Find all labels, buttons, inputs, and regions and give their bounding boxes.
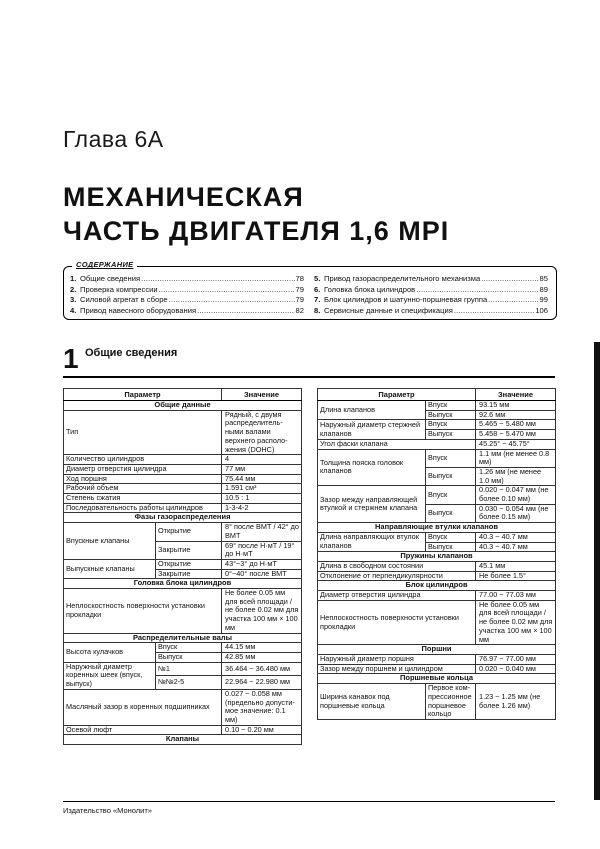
param-cell: Высота кулачков: [64, 643, 156, 662]
group-heading: Клапаны: [64, 735, 302, 745]
sub-param-cell: Выпуск: [426, 542, 476, 552]
group-row: [318, 674, 556, 684]
table-row: [64, 474, 302, 484]
value-cell: 10.5 : 1: [222, 494, 302, 504]
value-cell: 0.030 ~ 0.054 мм (не более 0.15 мм): [476, 504, 556, 522]
toc-column-left: [70, 274, 304, 316]
sub-param-cell: Выпуск: [426, 410, 476, 420]
value-cell: 0.027 ~ 0.058 мм (предельно допусти-мое значение: 0.1 мм): [222, 689, 302, 725]
group-row: [64, 735, 302, 745]
group-heading: Общие данные: [64, 401, 302, 411]
group-row: [64, 513, 302, 523]
group-row: [318, 645, 556, 655]
toc-item-text: Привод навесного оборудования: [80, 305, 197, 315]
toc-item-page: 89: [539, 284, 548, 294]
value-cell: Не более 1.5°: [476, 571, 556, 581]
section-number: 1: [63, 343, 79, 374]
sub-param-cell: Выпуск: [426, 430, 476, 440]
group-heading: Поршни: [318, 645, 556, 655]
table-row: [318, 664, 556, 674]
table-row: [318, 654, 556, 664]
toc-item-page: 99: [539, 295, 548, 304]
table-row: [64, 689, 302, 725]
toc-item-page: 78: [295, 274, 304, 283]
group-heading: Распределительные валы: [64, 633, 302, 643]
value-cell: 1.23 ~ 1.25 мм (не более 1.26 мм): [476, 684, 556, 720]
table-row: [64, 494, 302, 504]
param-cell: Тип: [64, 410, 222, 455]
param-cell: Степень сжатия: [64, 494, 222, 504]
toc-item-text: Сервисные данные и спецификация: [324, 305, 453, 315]
sub-param-cell: Выпуск: [426, 504, 476, 522]
toc-leader-dots: [481, 274, 538, 285]
value-cell: 45.1 мм: [476, 561, 556, 571]
toc-leader-dots: [159, 285, 295, 296]
footer-divider: [63, 801, 555, 802]
table-row: [64, 725, 302, 735]
table-row: [318, 401, 556, 411]
table-row: [64, 410, 302, 455]
value-cell: Рядный, с двумя распределитель-ными валами верхнего располо-жения (DOHC): [222, 410, 302, 455]
param-cell: Угол фаски клапана: [318, 439, 476, 449]
sub-param-cell: Впуск: [426, 486, 476, 504]
table-row: [318, 600, 556, 645]
toc-column-right: [314, 274, 548, 316]
value-cell: Не более 0.05 мм для всей площади / не более 0.02 мм для участка 100 мм × 100 мм: [222, 589, 302, 634]
param-cell: Ширина канавок под поршневые кольца: [318, 684, 426, 720]
table-row: [64, 559, 302, 569]
param-cell: Впускные клапаны: [64, 523, 156, 560]
table-row: [64, 523, 302, 541]
toc-item: [70, 274, 304, 285]
table-row: [64, 455, 302, 465]
toc-item-text: Головка блока цилиндров: [324, 284, 416, 294]
spec-table-right: [317, 388, 556, 720]
table-row: [64, 484, 302, 494]
table-row: [318, 439, 556, 449]
group-row: [318, 523, 556, 533]
toc-item-text: Блок цилиндров и шатунно-поршневая группа: [324, 295, 488, 304]
table-row: [64, 643, 302, 653]
param-cell: Неплоскостность поверхности установки прокладки: [64, 589, 222, 634]
toc-item-page: 79: [295, 284, 304, 294]
param-cell: Осевой люфт: [64, 725, 222, 735]
table-row: [64, 662, 302, 676]
sub-param-cell: Впуск: [426, 532, 476, 542]
toc-item-text: Силовой агрегат в сборе: [80, 295, 168, 304]
toc-item-text: Проверка компрессии: [80, 284, 158, 294]
toc-item: [314, 295, 548, 306]
section-title: Общие сведения: [85, 347, 178, 359]
column-header-param: Параметр: [64, 389, 222, 401]
spec-table-left: [63, 388, 302, 745]
param-cell: Наружный диаметр стержней клапанов: [318, 420, 426, 439]
value-cell: 0.020 ~ 0.040 мм: [476, 664, 556, 674]
param-cell: Диаметр отверстия цилиндра: [64, 464, 222, 474]
toc-leader-dots: [169, 295, 295, 306]
table-of-contents: [63, 260, 557, 320]
toc-item: [70, 285, 304, 296]
toc-leader-dots: [416, 285, 538, 296]
param-cell: Отклонение от перпендикулярности: [318, 571, 476, 581]
table-row: [318, 486, 556, 504]
toc-item-page: 79: [295, 295, 304, 304]
sub-param-cell: №№2-5: [156, 676, 222, 690]
table-row: [64, 464, 302, 474]
sub-param-cell: Закрытие: [156, 569, 222, 579]
group-row: [64, 401, 302, 411]
value-cell: 43°~3° до Н·мТ: [222, 559, 302, 569]
column-header-value: Значение: [222, 389, 302, 401]
sub-param-cell: Впуск: [156, 643, 222, 653]
param-cell: Неплоскостность поверхности установки прокладки: [318, 600, 476, 645]
toc-item-number: 1.: [70, 274, 77, 283]
sub-param-cell: Впуск: [426, 401, 476, 411]
value-cell: 92.6 мм: [476, 410, 556, 420]
table-row: [318, 571, 556, 581]
value-cell: 40.3 ~ 40.7 мм: [476, 532, 556, 542]
sub-param-cell: Выпуск: [156, 652, 222, 662]
value-cell: 8° после ВМТ / 42° до ВМТ: [222, 523, 302, 541]
sub-param-cell: Впуск: [426, 420, 476, 430]
section-divider: [63, 376, 555, 378]
table-row: [318, 532, 556, 542]
sub-param-cell: Открытие: [156, 559, 222, 569]
param-cell: Масляный зазор в коренных подшипниках: [64, 689, 222, 725]
table-row: [64, 589, 302, 634]
param-cell: Зазор между направляющей втулкой и стержнем клапана: [318, 486, 426, 523]
table-row: [318, 420, 556, 430]
value-cell: 5.458 ~ 5.470 мм: [476, 430, 556, 440]
page-title: [63, 180, 449, 248]
column-header-value: Значение: [476, 389, 556, 401]
value-cell: 75.44 мм: [222, 474, 302, 484]
toc-leader-dots: [141, 274, 294, 285]
value-cell: 0.020 ~ 0.047 мм (не более 0.10 мм): [476, 486, 556, 504]
param-cell: Количество цилиндров: [64, 455, 222, 465]
toc-item: [314, 306, 548, 317]
table-row: [318, 591, 556, 601]
value-cell: 0°~40° после ВМТ: [222, 569, 302, 579]
table-row: [64, 503, 302, 513]
sub-param-cell: Впуск: [426, 449, 476, 467]
sub-param-cell: Открытие: [156, 523, 222, 541]
param-cell: Ход поршня: [64, 474, 222, 484]
value-cell: 1.591 см³: [222, 484, 302, 494]
group-heading: Пружины клапанов: [318, 552, 556, 562]
param-cell: Длина клапанов: [318, 401, 426, 420]
param-cell: Диаметр отверстия цилиндра: [318, 591, 476, 601]
toc-item-number: 4.: [70, 305, 77, 315]
sub-param-cell: №1: [156, 662, 222, 676]
column-header-param: Параметр: [318, 389, 476, 401]
page-title-line-2: ЧАСТЬ ДВИГАТЕЛЯ 1,6 MPI: [63, 216, 450, 246]
value-cell: 45.25° ~ 45.75°: [476, 439, 556, 449]
param-cell: Последовательность работы цилиндров: [64, 503, 222, 513]
value-cell: 4: [222, 455, 302, 465]
toc-item: [314, 285, 548, 296]
value-cell: 93.15 мм: [476, 401, 556, 411]
sub-param-cell: Выпуск: [426, 467, 476, 485]
toc-item-number: 5.: [314, 274, 321, 283]
page-title-line-1: МЕХАНИЧЕСКАЯ: [63, 182, 304, 212]
toc-item-page: 82: [295, 305, 304, 315]
toc-item-text: Общие сведения: [80, 274, 141, 283]
group-row: [64, 633, 302, 643]
toc-leader-dots: [488, 295, 538, 306]
value-cell: 77 мм: [222, 464, 302, 474]
toc-item-number: 6.: [314, 284, 321, 294]
value-cell: 69° после Н·мТ / 19° до Н·мТ: [222, 541, 302, 559]
sidebar-accent-bar: [594, 342, 600, 800]
value-cell: 1.26 мм (не менее 1.0 мм): [476, 467, 556, 485]
table-row: [318, 684, 556, 720]
param-cell: Рабочий объем: [64, 484, 222, 494]
value-cell: 76.97 ~ 77.00 мм: [476, 654, 556, 664]
toc-item-page: 85: [539, 274, 548, 283]
value-cell: 40.3 ~ 40.7 мм: [476, 542, 556, 552]
table-row: [318, 561, 556, 571]
toc-leader-dots: [197, 306, 294, 317]
group-heading: Головка блока цилиндров: [64, 579, 302, 589]
group-heading: Направляющие втулки клапанов: [318, 523, 556, 533]
group-heading: Поршневые кольца: [318, 674, 556, 684]
chapter-label: Глава 6А: [63, 126, 164, 152]
param-cell: Наружный диаметр коренных шеек (впуск, выпуск): [64, 662, 156, 689]
value-cell: 22.964 ~ 22.980 мм: [222, 676, 302, 690]
publisher-footer: Издательство «Монолит»: [63, 806, 152, 815]
param-cell: Длина направляющих втулок клапанов: [318, 532, 426, 551]
param-cell: Наружный диаметр поршня: [318, 654, 476, 664]
value-cell: Не более 0.05 мм для всей площади / не более 0.02 мм для участка 100 мм × 100 мм: [476, 600, 556, 645]
sub-param-cell: Закрытие: [156, 541, 222, 559]
group-row: [64, 579, 302, 589]
group-row: [318, 581, 556, 591]
toc-item: [70, 295, 304, 306]
value-cell: 77.00 ~ 77.03 мм: [476, 591, 556, 601]
param-cell: Выпускные клапаны: [64, 559, 156, 578]
toc-item-number: 3.: [70, 295, 77, 304]
toc-item-text: Привод газораспределительного механизма: [324, 274, 481, 283]
table-row: [318, 449, 556, 467]
toc-leader-dots: [454, 306, 535, 317]
toc-item-number: 7.: [314, 295, 321, 304]
param-cell: Длина в свободном состоянии: [318, 561, 476, 571]
group-heading: Блок цилиндров: [318, 581, 556, 591]
group-heading: Фазы газораспределения: [64, 513, 302, 523]
value-cell: 44.15 мм: [222, 643, 302, 653]
value-cell: 1.1 мм (не менее 0.8 мм): [476, 449, 556, 467]
toc-item-number: 8.: [314, 305, 321, 315]
toc-item-page: 106: [535, 305, 548, 315]
sub-param-cell: Первое ком-прессионное поршневое кольцо: [426, 684, 476, 720]
group-row: [318, 552, 556, 562]
value-cell: 0.10 ~ 0.20 мм: [222, 725, 302, 735]
value-cell: 36.464 ~ 36.480 мм: [222, 662, 302, 676]
toc-item: [70, 306, 304, 317]
value-cell: 5.465 ~ 5.480 мм: [476, 420, 556, 430]
value-cell: 42.85 мм: [222, 652, 302, 662]
toc-item-number: 2.: [70, 284, 77, 294]
value-cell: 1-3-4-2: [222, 503, 302, 513]
param-cell: Толщина пояска головок клапанов: [318, 449, 426, 486]
toc-item: [314, 274, 548, 285]
toc-heading: СОДЕРЖАНИЕ: [72, 260, 137, 269]
param-cell: Зазор между поршнем и цилиндром: [318, 664, 476, 674]
